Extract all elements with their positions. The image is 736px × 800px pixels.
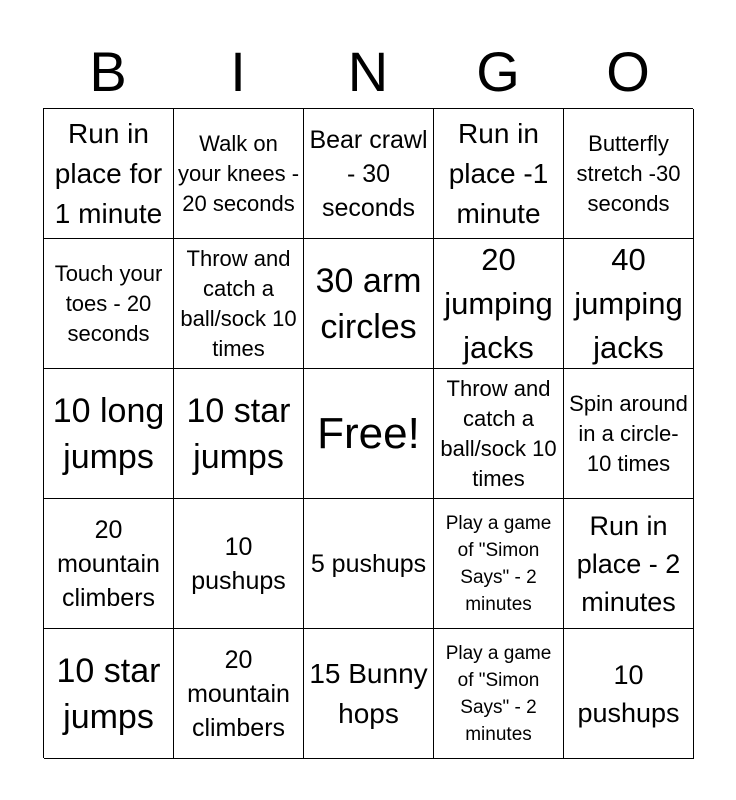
header-letter-g: G — [476, 40, 520, 103]
cell-text: Play a game of "Simon Says" - 2 minutes — [445, 512, 552, 615]
bingo-cell — [564, 109, 694, 239]
cell-text: 20 mountain climbers — [57, 515, 160, 612]
cell-text: Butterfly stretch -30 seconds — [576, 130, 681, 216]
bingo-cell — [44, 239, 174, 369]
bingo-cell — [174, 629, 304, 759]
cell-text: 10 pushups — [191, 532, 286, 595]
bingo-cell — [434, 369, 564, 499]
cell-text: Throw and catch a ball/sock 10 times — [440, 375, 557, 491]
cell-text: 5 pushups — [310, 549, 427, 578]
bingo-cell-free — [304, 369, 434, 499]
bingo-cell — [174, 109, 304, 239]
cell-text: 10 star jumps — [186, 391, 291, 476]
bingo-cell — [174, 239, 304, 369]
bingo-cell — [44, 499, 174, 629]
bingo-cell — [174, 499, 304, 629]
cell-text: Run in place - 2 minutes — [576, 510, 681, 617]
cell-text: Touch your toes - 20 seconds — [54, 260, 163, 346]
bingo-cell — [434, 239, 564, 369]
cell-text: 40 jumping jacks — [574, 241, 683, 365]
header-letter-o: O — [606, 40, 650, 103]
bingo-cell — [564, 239, 694, 369]
bingo-card-grid — [43, 108, 693, 758]
cell-text: Play a game of "Simon Says" - 2 minutes — [445, 642, 552, 745]
cell-text: 10 star jumps — [56, 651, 161, 736]
bingo-cell — [304, 499, 434, 629]
cell-text: Run in place -1 minute — [448, 117, 549, 229]
header-letter-i: I — [230, 40, 246, 103]
bingo-cell — [564, 499, 694, 629]
header-letter-n: N — [347, 40, 389, 103]
bingo-cell — [44, 369, 174, 499]
cell-text: 10 long jumps — [52, 391, 165, 476]
cell-text: 30 arm circles — [315, 261, 422, 346]
bingo-cell — [434, 499, 564, 629]
cell-text: 10 pushups — [577, 659, 680, 728]
cell-text: Free! — [317, 408, 420, 458]
bingo-cell — [304, 239, 434, 369]
cell-text: Walk on your knees - 20 seconds — [177, 130, 300, 216]
bingo-cell — [434, 109, 564, 239]
cell-text: 15 Bunny hops — [309, 657, 428, 729]
header-letter-b: B — [89, 40, 127, 103]
bingo-cell — [304, 629, 434, 759]
bingo-cell — [44, 109, 174, 239]
bingo-cell — [304, 109, 434, 239]
bingo-cell — [434, 629, 564, 759]
bingo-cell — [564, 629, 694, 759]
bingo-cell — [44, 629, 174, 759]
cell-text: 20 jumping jacks — [444, 241, 553, 365]
bingo-header — [43, 36, 693, 108]
cell-text: Throw and catch a ball/sock 10 times — [180, 245, 297, 361]
bingo-cell — [174, 369, 304, 499]
cell-text: Bear crawl - 30 seconds — [309, 125, 428, 222]
bingo-cell — [564, 369, 694, 499]
cell-text: Spin around in a circle- 10 times — [569, 390, 688, 476]
cell-text: Run in place for 1 minute — [54, 117, 163, 229]
cell-text: 20 mountain climbers — [187, 645, 290, 742]
